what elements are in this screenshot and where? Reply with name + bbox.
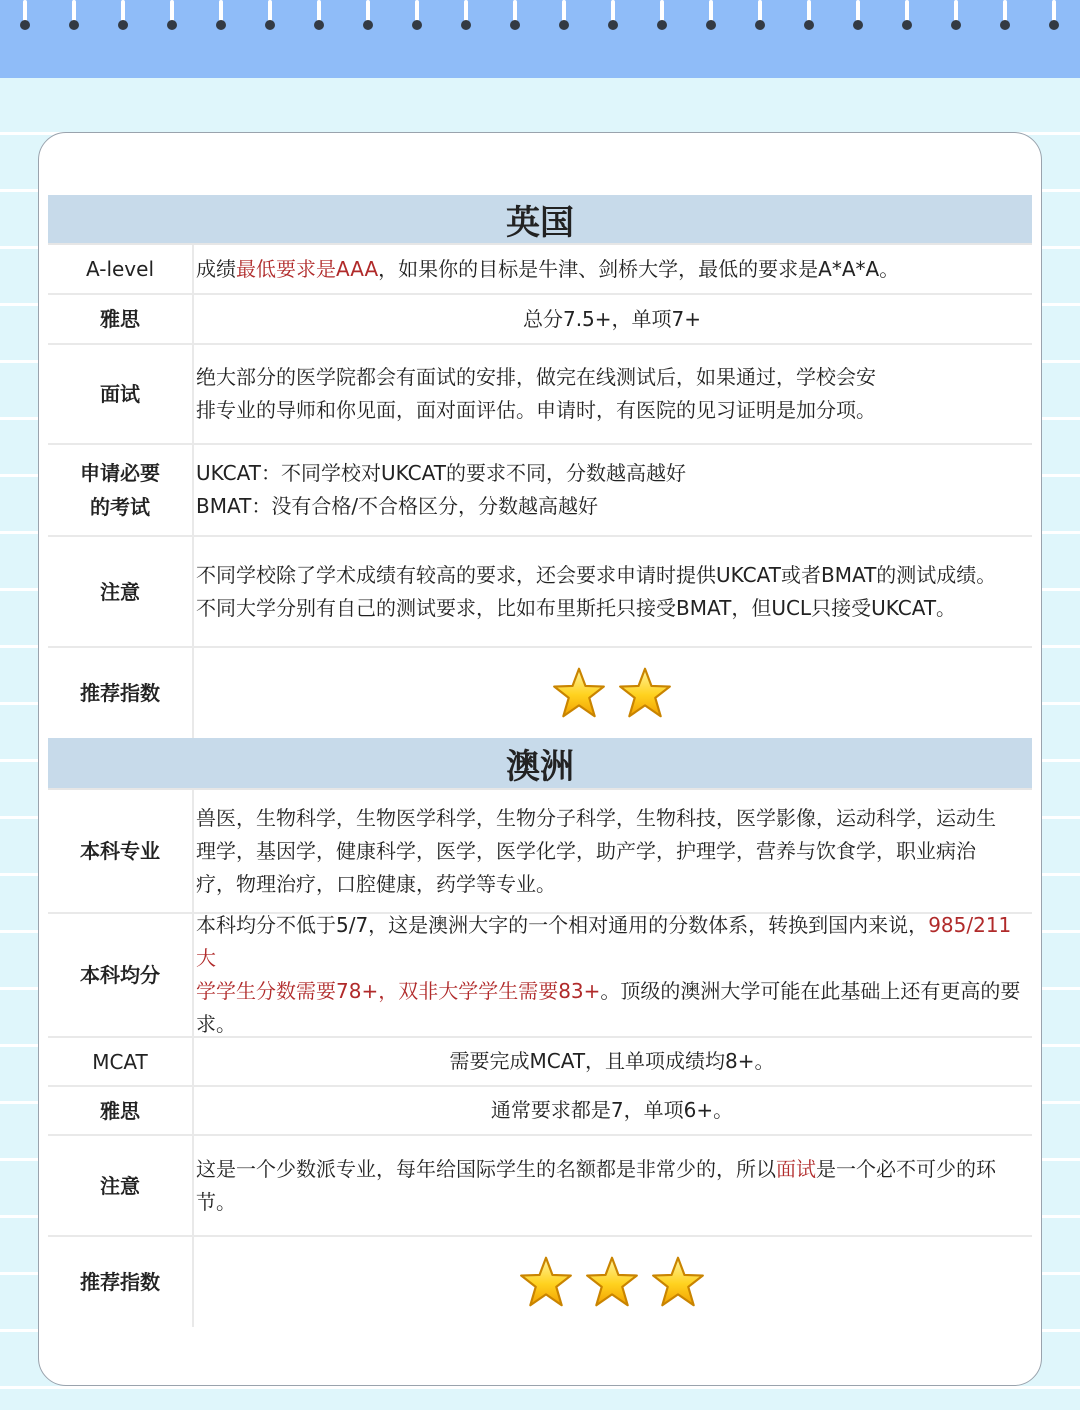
section-header-uk bbox=[48, 195, 1032, 245]
ring-icon bbox=[902, 0, 912, 32]
ring-icon bbox=[363, 0, 373, 32]
ring-icon bbox=[265, 0, 275, 32]
row-value bbox=[196, 790, 1032, 912]
highlight-text: 985/211大 bbox=[196, 913, 1012, 970]
value-line bbox=[196, 1153, 996, 1186]
ring-icon bbox=[853, 0, 863, 32]
value-line: 绝大部分的医学院都会有面试的安排，做完在线测试后，如果通过，学校会安 bbox=[196, 365, 876, 389]
ring-icon bbox=[216, 0, 226, 32]
row-au-mcat bbox=[48, 1038, 1032, 1087]
ring-icon bbox=[69, 0, 79, 32]
row-label: 推荐指数 bbox=[48, 648, 194, 738]
notebook-binding bbox=[0, 0, 1080, 78]
row-au-note bbox=[48, 1136, 1032, 1237]
rating-stars bbox=[519, 1255, 705, 1309]
ring-icon bbox=[167, 0, 177, 32]
row-label: 雅思 bbox=[48, 1087, 194, 1134]
value-line: UKCAT：不同学校对UKCAT的要求不同，分数越高越好 bbox=[196, 461, 686, 485]
row-value: 通常要求都是7，单项6+。 bbox=[490, 1098, 734, 1122]
value-line bbox=[196, 909, 1028, 975]
row-au-majors bbox=[48, 790, 1032, 914]
ring-icon bbox=[706, 0, 716, 32]
ring-icon bbox=[118, 0, 128, 32]
label-line: 申请必要 bbox=[80, 461, 160, 485]
row-label: 雅思 bbox=[48, 295, 194, 343]
star-icon bbox=[585, 1255, 639, 1309]
ring-icon bbox=[559, 0, 569, 32]
row-au-rating bbox=[48, 1237, 1032, 1327]
ring-icon bbox=[657, 0, 667, 32]
value-line bbox=[196, 975, 1028, 1008]
row-au-gpa bbox=[48, 914, 1032, 1038]
value-line: 求。 bbox=[196, 1012, 236, 1036]
row-uk-rating bbox=[48, 648, 1032, 738]
row-value bbox=[196, 537, 1032, 646]
ring-icon bbox=[461, 0, 471, 32]
ring-icon bbox=[1049, 0, 1059, 32]
value-line: 疗，物理治疗，口腔健康，药学等专业。 bbox=[196, 871, 556, 896]
value-line: BMAT：没有合格/不合格区分，分数越高越好 bbox=[196, 494, 599, 518]
row-uk-note bbox=[48, 537, 1032, 648]
row-value bbox=[196, 1237, 1032, 1327]
row-value bbox=[196, 1136, 1032, 1235]
row-label: 本科专业 bbox=[48, 790, 194, 912]
row-label bbox=[48, 445, 194, 535]
row-value: 需要完成MCAT，且单项成绩均8+。 bbox=[449, 1049, 775, 1073]
star-icon bbox=[552, 666, 606, 720]
value-line: 不同学校除了学术成绩有较高的要求，还会要求申请时提供UKCAT或者BMAT的测试成绩。 bbox=[196, 562, 997, 587]
row-uk-exams bbox=[48, 445, 1032, 537]
highlight-text: 最低要求是AAA bbox=[236, 256, 379, 281]
row-uk-ielts bbox=[48, 295, 1032, 345]
ring-icon bbox=[608, 0, 618, 32]
highlight-text: 学学生分数需要78+，双非大学学生需要83+ bbox=[196, 979, 601, 1003]
row-value: 总分7.5+，单项7+ bbox=[522, 306, 702, 331]
value-text: 本科均分不低于5/7，这是澳洲大字的一个相对通用的分数体系，转换到国内来说， bbox=[196, 913, 929, 937]
row-label: A-level bbox=[48, 245, 194, 293]
row-value bbox=[196, 345, 1032, 443]
row-label: 本科均分 bbox=[48, 914, 194, 1036]
highlight-text: 面试 bbox=[776, 1156, 816, 1181]
row-value bbox=[196, 648, 1032, 738]
ring-icon bbox=[755, 0, 765, 32]
value-line: 不同大学分别有自己的测试要求，比如布里斯托只接受BMAT，但UCL只接受UKCAT。 bbox=[196, 595, 957, 620]
value-line: 兽医，生物科学，生物医学科学，生物分子科学，生物科技，医学影像，运动科学，运动生 bbox=[196, 805, 996, 830]
row-label: 注意 bbox=[48, 1136, 194, 1235]
row-value bbox=[196, 914, 1032, 1036]
row-value bbox=[196, 245, 1032, 293]
value-text: 。顶级的澳洲大学可能在此基础上还有更高的要 bbox=[600, 979, 1021, 1003]
value-text: 是一个必不可少的环 bbox=[816, 1156, 996, 1181]
row-value bbox=[196, 445, 1032, 535]
star-icon bbox=[618, 666, 672, 720]
value-line: 排专业的导师和你见面，面对面评估。申请时，有医院的见习证明是加分项。 bbox=[196, 398, 876, 422]
section-title-au: 澳洲 bbox=[506, 746, 574, 787]
ring-icon bbox=[20, 0, 30, 32]
value-line: 节。 bbox=[196, 1189, 236, 1214]
ring-icon bbox=[804, 0, 814, 32]
ring-icon bbox=[510, 0, 520, 32]
rating-stars bbox=[552, 666, 672, 720]
star-icon bbox=[651, 1255, 705, 1309]
row-label: 面试 bbox=[48, 345, 194, 443]
section-header-au bbox=[48, 738, 1032, 790]
section-title-uk: 英国 bbox=[506, 202, 574, 243]
value-text: 成绩 bbox=[196, 256, 236, 281]
row-label: 注意 bbox=[48, 537, 194, 646]
value-text: ，如果你的目标是牛津、剑桥大学，最低的要求是A*A*A。 bbox=[378, 256, 900, 281]
ring-icon bbox=[951, 0, 961, 32]
row-uk-interview bbox=[48, 345, 1032, 445]
ring-icon bbox=[314, 0, 324, 32]
value-text: 这是一个少数派专业，每年给国际学生的名额都是非常少的，所以 bbox=[196, 1156, 776, 1181]
ring-icon bbox=[412, 0, 422, 32]
label-line: 的考试 bbox=[90, 495, 150, 519]
row-label: MCAT bbox=[48, 1038, 194, 1085]
ring-icon bbox=[1000, 0, 1010, 32]
row-label: 推荐指数 bbox=[48, 1237, 194, 1327]
star-icon bbox=[519, 1255, 573, 1309]
value-line: 理学，基因学，健康科学，医学，医学化学，助产学，护理学，营养与饮食学，职业病治 bbox=[196, 838, 976, 863]
row-uk-alevel bbox=[48, 245, 1032, 295]
row-au-ielts bbox=[48, 1087, 1032, 1136]
